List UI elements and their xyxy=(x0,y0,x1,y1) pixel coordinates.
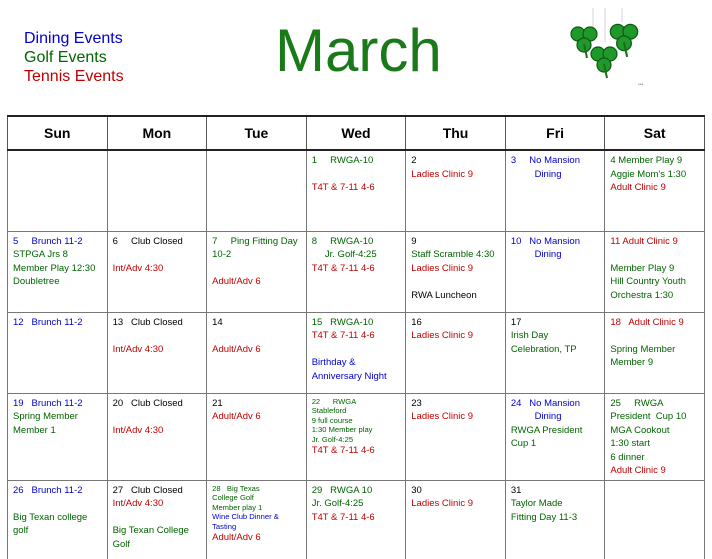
event-line: Fitting Day 11-3 xyxy=(510,511,578,523)
event-line: 8 RWGA-10 xyxy=(311,235,374,247)
event-line: Member 1 xyxy=(13,424,56,436)
day-cell xyxy=(605,150,705,231)
event-line: Cup 1 xyxy=(510,438,537,449)
legend-tennis: Tennis Events xyxy=(24,68,124,85)
event-line: Ladies Clinic 9 xyxy=(411,262,474,274)
event-line: Ladies Clinic 9 xyxy=(411,411,474,422)
event-line: 6 Club Closed xyxy=(112,235,183,247)
day-cell xyxy=(505,312,605,393)
event-line: Aggie Mom's 1:30 xyxy=(610,168,687,180)
event-line: T4T & 7-11 4-6 xyxy=(311,511,375,523)
day-cell xyxy=(605,312,705,393)
event-line: 28 Big Texas xyxy=(212,483,260,493)
day-cell xyxy=(306,393,406,480)
event-line xyxy=(312,168,402,182)
event-line: Big Texan College xyxy=(112,525,189,536)
day-cell xyxy=(207,393,307,480)
day-cell xyxy=(505,393,605,480)
event-line: 26 Brunch 11-2 xyxy=(13,484,83,496)
week-row xyxy=(8,150,705,231)
event-line: Member Play 12:30 xyxy=(13,262,96,274)
event-line xyxy=(312,343,402,357)
event-line: 20 Club Closed xyxy=(112,397,183,409)
event-line: 9 xyxy=(411,235,417,247)
event-line: 24 No Mansion xyxy=(510,397,580,409)
event-line: 15 RWGA-10 xyxy=(311,316,374,328)
event-line: Jr. Golf-4:25 xyxy=(311,434,354,444)
event-line: Int/Adv 4:30 xyxy=(112,424,164,436)
day-cell xyxy=(406,231,506,312)
day-cell xyxy=(406,150,506,231)
day-cell xyxy=(505,231,605,312)
event-line: Adult/Adv 6 xyxy=(212,411,261,422)
event-line: Anniversary Night xyxy=(311,370,387,382)
event-line: Doubletree xyxy=(13,276,60,287)
event-line: Ladies Clinic 9 xyxy=(411,330,474,341)
event-line: Adult/Adv 6 xyxy=(212,276,261,287)
event-line: golf xyxy=(13,525,29,536)
event-line: 1:30 start xyxy=(610,438,650,449)
event-line: 3 No Mansion xyxy=(510,155,580,166)
weekday-header-row xyxy=(8,116,705,150)
week-row xyxy=(8,480,705,559)
event-line: College Golf xyxy=(212,493,254,502)
event-line: Staff Scramble 4:30 xyxy=(411,249,495,260)
event-line: T4T & 7-11 4-6 xyxy=(311,445,375,456)
event-line: Hill Country Youth xyxy=(610,276,686,287)
event-line: Orchestra 1:30 xyxy=(610,289,674,301)
event-line xyxy=(113,410,203,424)
event-line: 10 No Mansion xyxy=(510,235,580,247)
event-line: 19 Brunch 11-2 xyxy=(13,397,83,409)
event-line xyxy=(212,329,302,343)
event-line: 27 Club Closed xyxy=(112,484,183,496)
shamrock-icon xyxy=(560,8,650,93)
day-cell xyxy=(107,480,207,559)
event-line: Adult/Adv 6 xyxy=(212,532,261,543)
event-line: President Cup 10 xyxy=(610,411,687,422)
event-line: Dining xyxy=(510,249,562,260)
event-line: Int/Adv 4:30 xyxy=(112,262,164,274)
event-line: Dining xyxy=(510,411,562,422)
event-line: Birthday & xyxy=(311,357,356,368)
event-line xyxy=(610,329,700,343)
day-cell xyxy=(207,231,307,312)
event-line: 22 RWGA xyxy=(311,396,357,406)
event-line: 1:30 Member play xyxy=(311,425,373,434)
event-line: Big Texan college xyxy=(13,511,88,523)
event-line: T4T & 7-11 4-6 xyxy=(311,330,375,341)
weekday-header: Fri xyxy=(505,116,605,150)
event-line: RWA Luncheon xyxy=(411,289,477,301)
event-line: 5 Brunch 11-2 xyxy=(13,235,83,247)
event-line: Celebration, TP xyxy=(510,343,577,355)
event-line: T4T & 7-11 4-6 xyxy=(311,182,375,193)
weekday-header: Thu xyxy=(406,116,506,150)
event-line: 31 xyxy=(510,484,522,496)
day-cell xyxy=(207,150,307,231)
event-line: Member Play 9 xyxy=(610,262,675,274)
event-line xyxy=(113,248,203,262)
event-line: RWGA President xyxy=(510,424,583,436)
day-cell xyxy=(505,150,605,231)
event-line xyxy=(113,511,203,525)
event-line: Dining xyxy=(510,168,562,180)
event-line: 25 RWGA xyxy=(610,397,664,409)
week-row xyxy=(8,393,705,480)
calendar-table xyxy=(7,115,705,559)
event-line xyxy=(113,329,203,343)
event-line: 11 Adult Clinic 9 xyxy=(610,235,678,247)
event-line: STPGA Jrs 8 xyxy=(13,249,68,260)
event-line: 4 Member Play 9 xyxy=(610,155,683,166)
event-line: 29 RWGA 10 xyxy=(311,484,373,496)
event-line: Ladies Clinic 9 xyxy=(411,168,474,180)
event-line: 18 Adult Clinic 9 xyxy=(610,316,684,328)
event-line xyxy=(411,275,501,289)
event-line: Spring Member xyxy=(610,343,676,355)
event-line: 7 Ping Fitting Day xyxy=(212,235,298,247)
event-line xyxy=(610,248,700,262)
event-line: Golf xyxy=(112,538,130,550)
tiny-mark: ••• xyxy=(638,82,644,88)
day-cell xyxy=(8,480,108,559)
event-line: Int/Adv 4:30 xyxy=(112,343,164,355)
day-cell xyxy=(306,312,406,393)
day-cell xyxy=(8,393,108,480)
event-line: Member 9 xyxy=(610,357,654,368)
event-line: 13 Club Closed xyxy=(112,316,183,328)
day-cell xyxy=(306,231,406,312)
day-cell xyxy=(107,312,207,393)
day-cell xyxy=(306,150,406,231)
weekday-header: Wed xyxy=(306,116,406,150)
event-line xyxy=(212,262,302,276)
day-cell xyxy=(207,312,307,393)
weekday-header: Sat xyxy=(605,116,705,150)
event-line: Spring Member xyxy=(13,411,78,422)
event-line: 17 xyxy=(510,316,522,328)
month-title: March xyxy=(275,17,442,84)
day-cell xyxy=(107,393,207,480)
day-cell xyxy=(8,231,108,312)
event-line: 12 Brunch 11-2 xyxy=(13,316,83,328)
legend-dining: Dining Events xyxy=(24,30,123,47)
event-line: Taylor Made xyxy=(510,498,563,509)
day-cell xyxy=(8,312,108,393)
event-line: Int/Adv 4:30 xyxy=(112,498,164,509)
event-line: 2 xyxy=(411,155,417,166)
event-line: Member play 1 xyxy=(212,502,263,512)
event-line: Irish Day xyxy=(510,330,549,341)
event-line: Adult Clinic 9 xyxy=(610,465,666,476)
event-line: 6 dinner xyxy=(610,451,645,463)
event-line: 9 full course xyxy=(311,415,353,425)
event-line: Jr. Golf-4:25 xyxy=(311,249,377,260)
day-cell xyxy=(107,231,207,312)
week-row xyxy=(8,231,705,312)
event-line: 21 xyxy=(212,397,223,409)
event-line: T4T & 7-11 4-6 xyxy=(311,262,375,274)
day-cell xyxy=(505,480,605,559)
event-line: Ladies Clinic 9 xyxy=(411,498,474,509)
day-cell xyxy=(306,480,406,559)
event-line: 30 xyxy=(411,484,422,496)
legend-golf: Golf Events xyxy=(24,49,107,66)
event-line: Tasting xyxy=(212,521,237,531)
day-cell xyxy=(107,150,207,231)
day-cell xyxy=(8,150,108,231)
event-line: 1 RWGA-10 xyxy=(311,155,374,166)
weekday-header: Sun xyxy=(8,116,108,150)
calendar-body xyxy=(8,150,705,559)
event-line: 16 xyxy=(411,316,422,328)
weekday-header: Mon xyxy=(107,116,207,150)
week-row xyxy=(8,312,705,393)
day-cell xyxy=(605,393,705,480)
event-line: Adult/Adv 6 xyxy=(212,343,261,355)
legend xyxy=(24,29,124,86)
event-line: 10-2 xyxy=(212,249,232,260)
day-cell xyxy=(406,393,506,480)
day-cell xyxy=(605,231,705,312)
event-line: 14 xyxy=(212,316,223,328)
event-line xyxy=(13,497,103,511)
event-line: Jr. Golf-4:25 xyxy=(311,498,364,509)
event-line: 23 xyxy=(411,397,422,409)
day-cell xyxy=(207,480,307,559)
weekday-header: Tue xyxy=(207,116,307,150)
event-line: Adult Clinic 9 xyxy=(610,182,666,193)
day-cell xyxy=(406,312,506,393)
day-cell xyxy=(406,480,506,559)
event-line: Wine Club Dinner & xyxy=(212,512,279,521)
event-line: Stableford xyxy=(311,406,347,415)
day-cell xyxy=(605,480,705,559)
event-line: MGA Cookout xyxy=(610,424,670,436)
